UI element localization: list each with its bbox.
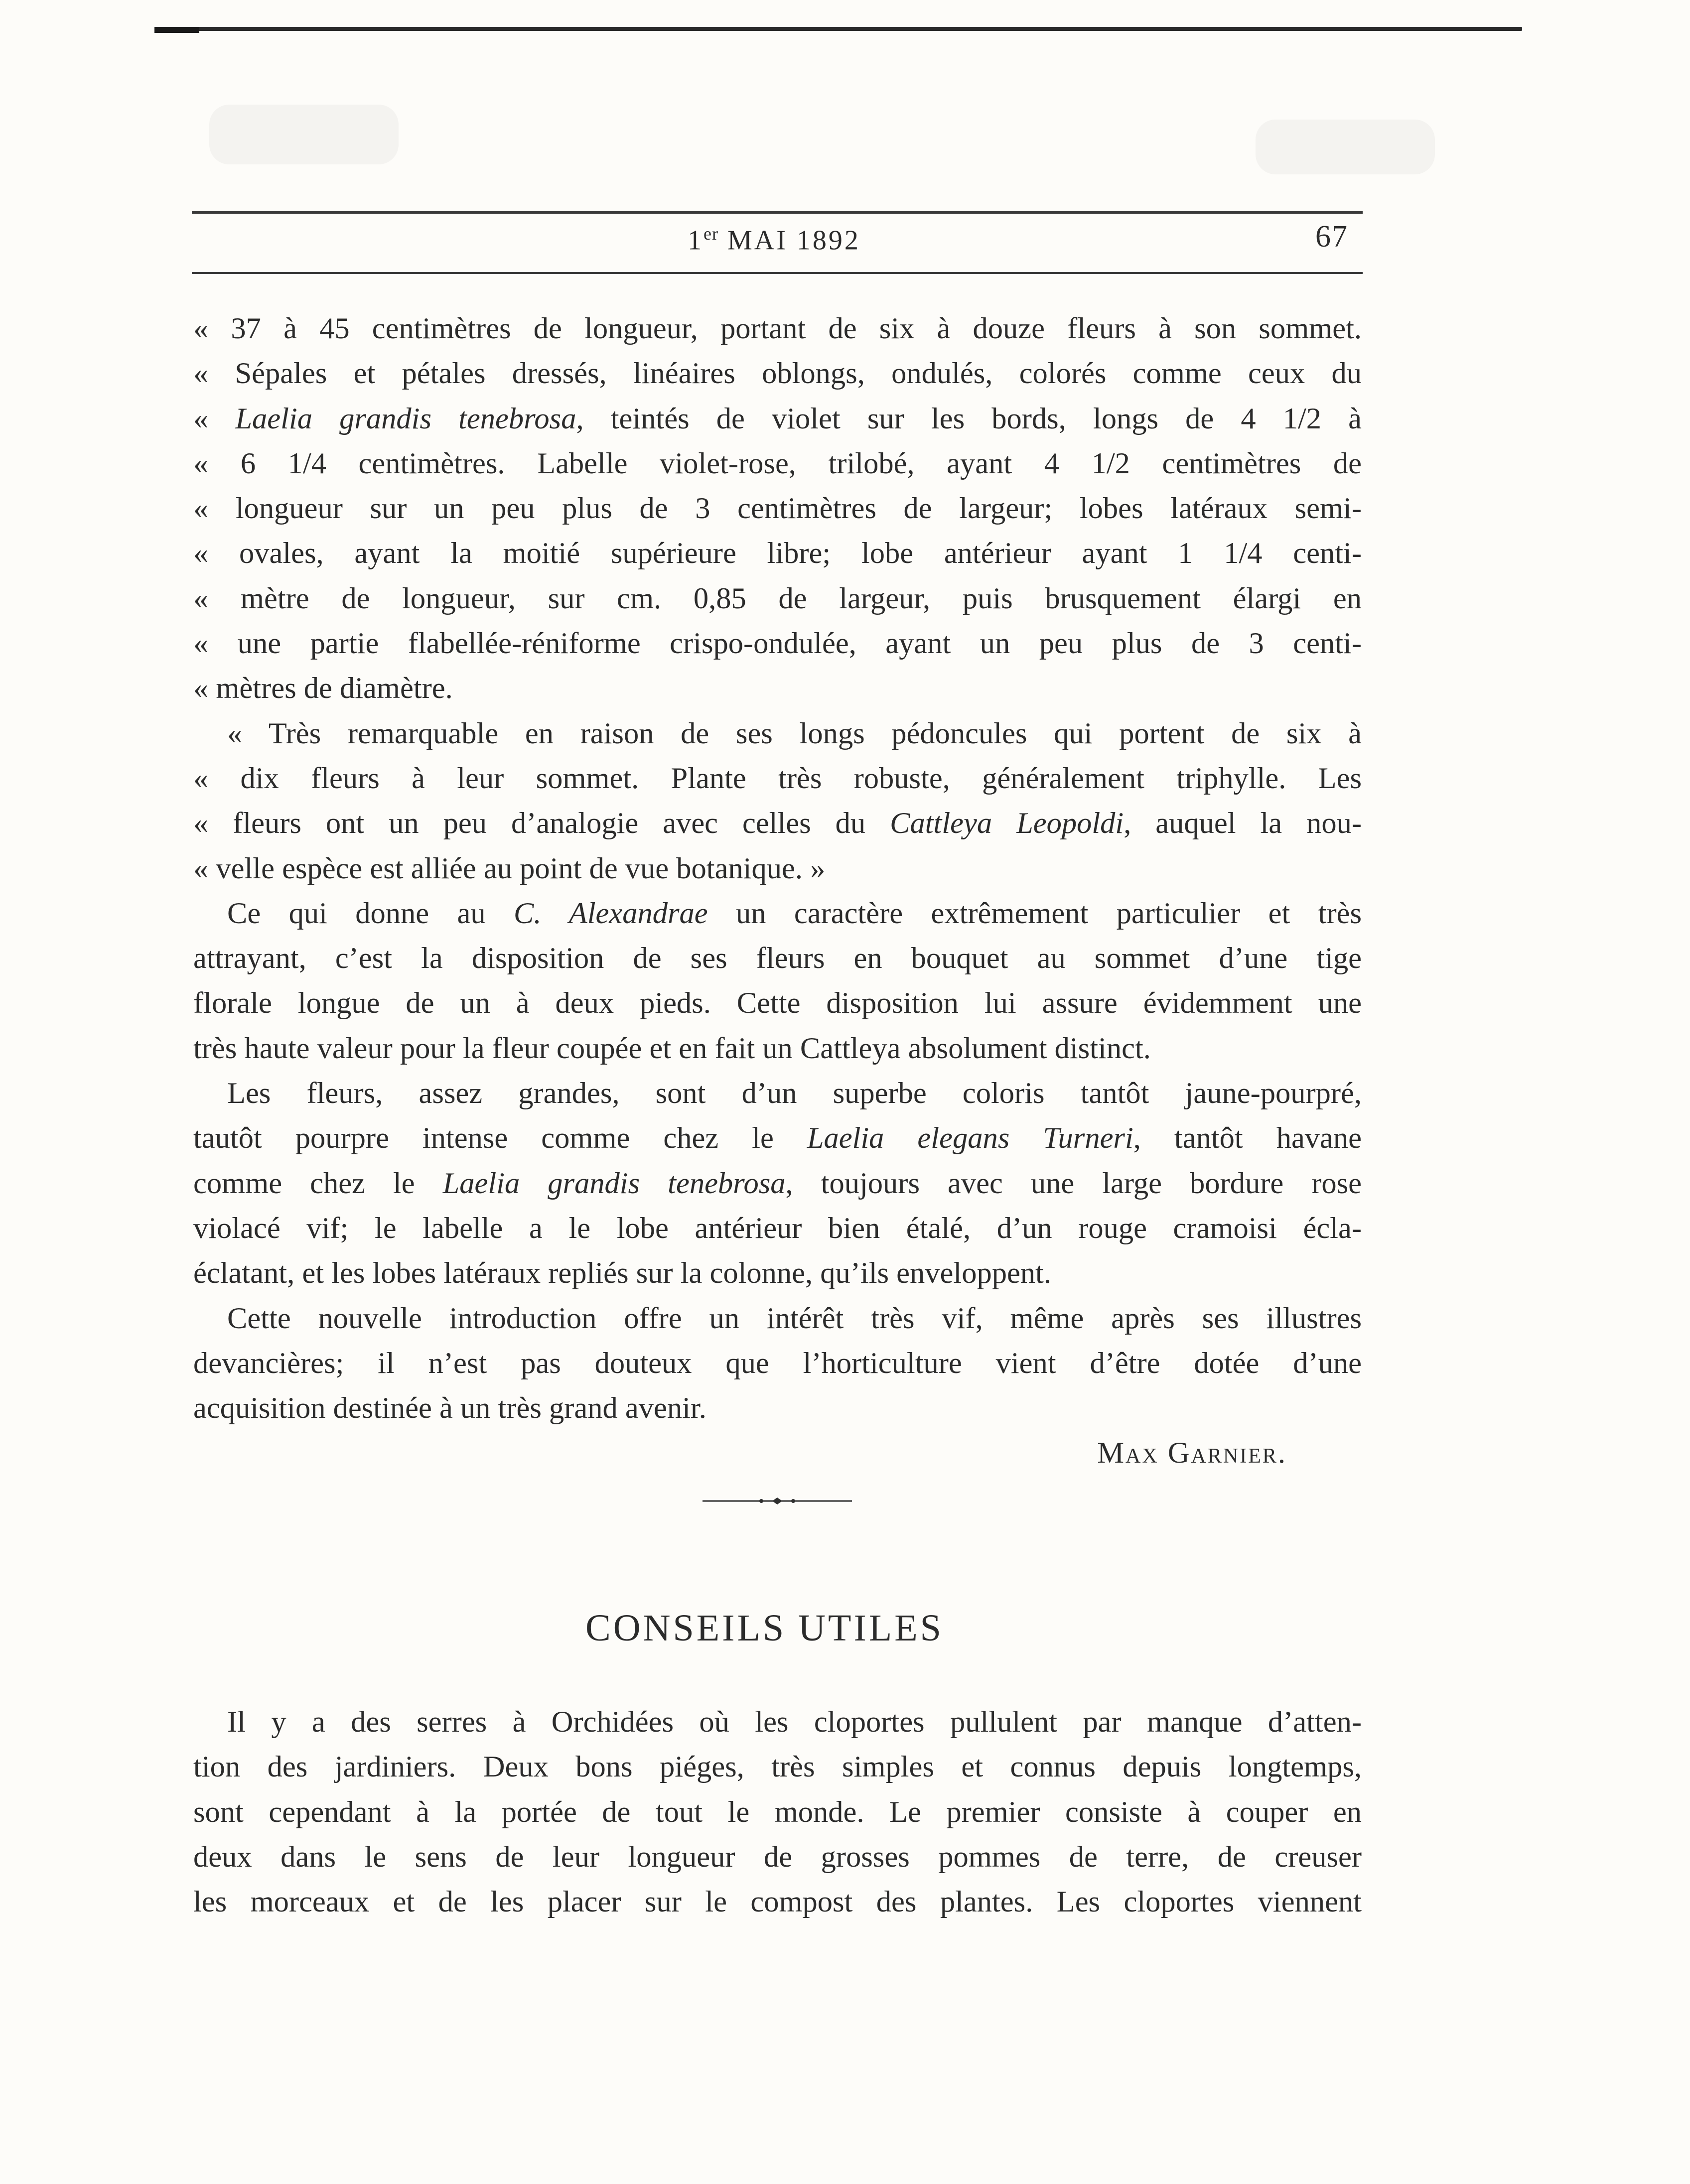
author-signature: Max Garnier.: [1097, 1436, 1287, 1470]
text-line: « Très remarquable en raison de ses longs pédoncules qui portent de six à: [227, 716, 1362, 750]
text-line: « longueur sur un peu plus de 3 centimètres de largeur; lobes latéraux semi-: [193, 492, 1362, 526]
text-line: florale longue de un à deux pieds. Cette disposition lui assure évidemment une: [193, 986, 1362, 1020]
date-ordinal-suffix: er: [704, 224, 718, 244]
running-head-date: [688, 223, 860, 257]
article-body: [193, 306, 1362, 1476]
text-line: Cette nouvelle introduction offre un intérêt très vif, même après ses illustres: [227, 1301, 1362, 1335]
bleed-through-smudge: [1256, 120, 1435, 174]
text-line: « mètre de longueur, sur cm. 0,85 de largeur, puis brusquement élargi en: [193, 581, 1362, 615]
section-divider-ornament: [703, 1494, 852, 1508]
text-line: « dix fleurs à leur sommet. Plante très robuste, généralement triphylle. Les: [193, 761, 1362, 795]
text-line: deux dans le sens de leur longueur de grosses pommes de terre, de creuser: [193, 1840, 1362, 1874]
text-line: « une partie flabellée-réniforme crispo-ondulée, ayant un peu plus de 3 centi-: [193, 627, 1362, 661]
text-line: violacé vif; le labelle a le lobe antérieur bien étalé, d’un rouge cramoisi écla-: [193, 1211, 1362, 1245]
text-line: les morceaux et de les placer sur le compost des plantes. Les cloportes viennent: [193, 1885, 1362, 1919]
section-title: CONSEILS UTILES: [585, 1607, 944, 1649]
text-line: tautôt pourpre intense comme chez le Laelia elegans Turneri, tantôt havane: [193, 1121, 1362, 1155]
date-month-year: MAI 1892: [718, 225, 860, 256]
text-line: « 37 à 45 centimètres de longueur, portant de six à douze fleurs à son sommet.: [193, 312, 1362, 345]
text-line: comme chez le Laelia grandis tenebrosa, toujours avec une large bordure rose: [193, 1166, 1362, 1200]
text-line: acquisition destinée à un très grand avenir.: [193, 1391, 706, 1425]
date-numeral: 1: [688, 225, 704, 256]
text-line: Il y a des serres à Orchidées où les cloportes pullulent par manque d’atten-: [227, 1705, 1362, 1739]
text-line: Ce qui donne au C. Alexandrae un caractère extrêmement particulier et très: [227, 896, 1362, 930]
text-line: « 6 1/4 centimètres. Labelle violet-rose, trilobé, ayant 4 1/2 centimètres de: [193, 446, 1362, 480]
text-line: « fleurs ont un peu d’analogie avec celles du Cattleya Leopoldi, auquel la nou-: [193, 807, 1362, 840]
top-edge-rule: [154, 27, 1522, 31]
text-line: « ovales, ayant la moitié supérieure libre; lobe antérieur ayant 1 1/4 centi-: [193, 537, 1362, 570]
text-line: « mètres de diamètre.: [193, 672, 453, 705]
text-line: devancières; il n’est pas douteux que l’horticulture vient d’être dotée d’une: [193, 1346, 1362, 1380]
text-line: tion des jardiniers. Deux bons piéges, très simples et connus depuis longtemps,: [193, 1750, 1362, 1784]
page-number: 67: [1315, 220, 1348, 254]
text-line: « Sépales et pétales dressés, linéaires oblongs, ondulés, colorés comme ceux du: [193, 357, 1362, 391]
bleed-through-smudge: [209, 105, 399, 164]
text-line: « Laelia grandis tenebrosa, teintés de violet sur les bords, longs de 4 1/2 à: [193, 402, 1362, 435]
header-top-rule: [192, 211, 1363, 214]
text-line: sont cependant à la portée de tout le monde. Le premier consiste à couper en: [193, 1795, 1362, 1829]
text-line: « velle espèce est alliée au point de vue botanique. »: [193, 851, 826, 885]
text-line: attrayant, c’est la disposition de ses fleurs en bouquet au sommet d’une tige: [193, 942, 1362, 975]
section-body: [193, 1700, 1362, 1924]
text-line: éclatant, et les lobes latéraux repliés sur la colonne, qu’ils enveloppent.: [193, 1256, 1051, 1290]
header-bottom-rule: [192, 272, 1363, 274]
text-line: Les fleurs, assez grandes, sont d’un superbe coloris tantôt jaune-pourpré,: [227, 1077, 1362, 1110]
text-line: très haute valeur pour la fleur coupée et en fait un Cattleya absolument distinct.: [193, 1031, 1151, 1065]
